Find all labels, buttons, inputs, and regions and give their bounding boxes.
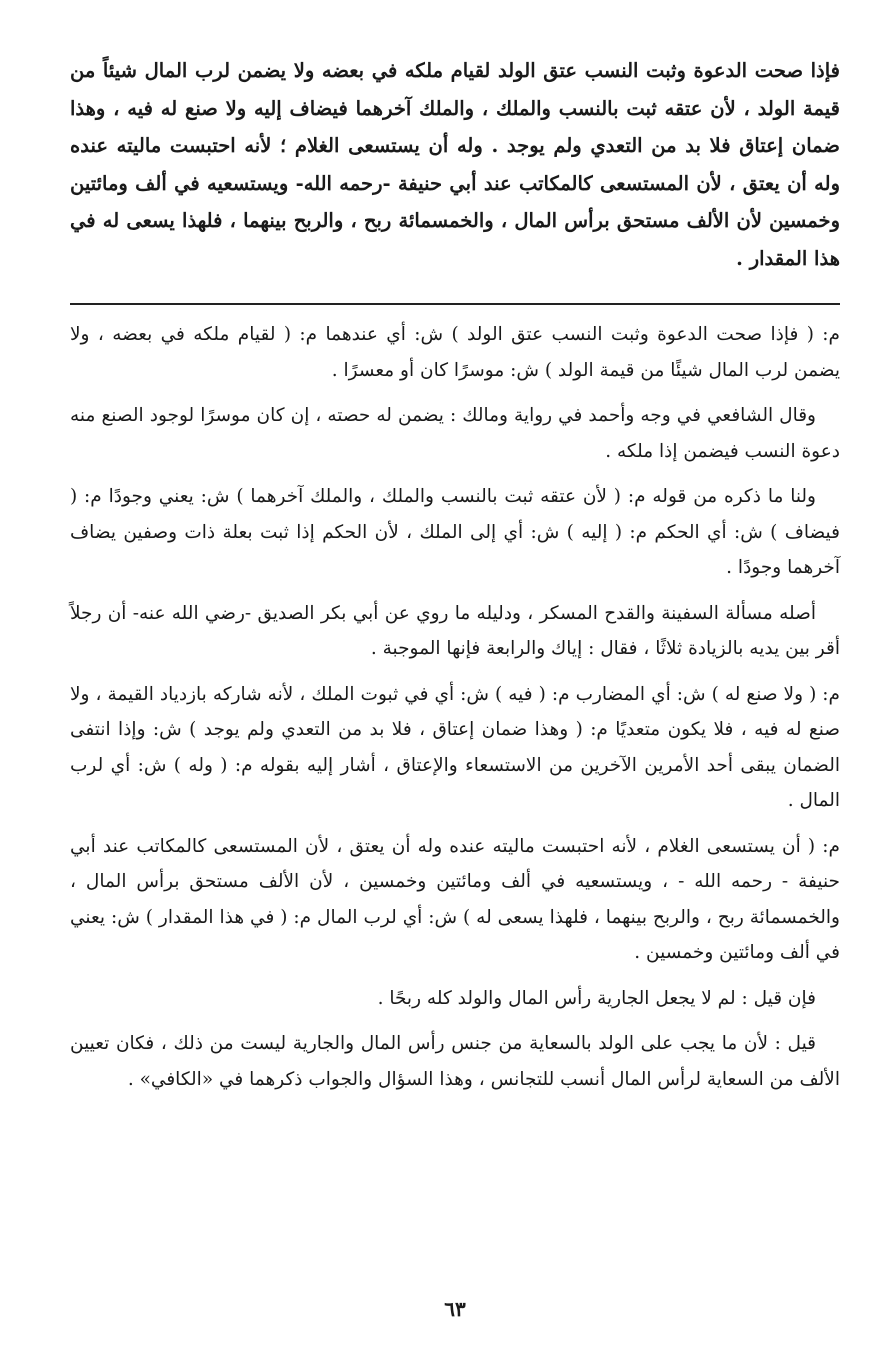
commentary-paragraph: قيل : لأن ما يجب على الولد بالسعاية من جنس رأس المال والجارية ليست من ذلك ، فكان تعيين الألف من السعاية لرأس المال أنسب للتجانس ، وهذا السؤال والجواب ذكرهما في «الكافي» . bbox=[70, 1033, 840, 1090]
separator-rule bbox=[70, 303, 840, 305]
commentary-paragraph: وقال الشافعي في وجه وأحمد في رواية ومالك : يضمن له حصته ، إن كان موسرًا لوجود الصنع منه دعوة النسب فيضمن إذا ملكه . bbox=[70, 405, 840, 462]
commentary-paragraph: فإن قيل : لم لا يجعل الجارية رأس المال والولد كله ربحًا . bbox=[377, 987, 816, 1009]
commentary bbox=[70, 317, 840, 1097]
commentary-paragraph: م: ( ولا صنع له ) ش: أي المضارب م: ( فيه ) ش: أي في ثبوت الملك ، لأنه شاركه بازدياد القيمة ، ولا صنع له فيه ، فلا يكون متعديًا م: ( وهذا ضمان إعتاق ، فلا بد من التعدي ولم يوجد ) ش: وإذا انتفى الضمان يبقى أحد الأمرين الآخرين من الاستسعاء والإعتاق ، أشار إليه بقوله م: ( وله ) ش: أي لرب المال . bbox=[70, 683, 840, 811]
commentary-paragraph: م: ( أن يستسعى الغلام ، لأنه احتبست ماليته عنده وله أن يعتق ، لأن المستسعى كالمكاتب عند أبي حنيفة - رحمه الله - ، ويستسعيه في ألف ومائتين وخمسين ، لأن الألف مستحق برأس المال ، والخمسمائة ربح ، والربح بينهما ، فلهذا يسعى له ) ش: أي لرب المال م: ( في هذا المقدار ) ش: يعني في ألف ومائتين وخمسين . bbox=[70, 835, 840, 963]
commentary-paragraph: ولنا ما ذكره من قوله م: ( لأن عتقه ثبت بالنسب والملك ، والملك آخرهما ) ش: يعني وجودًا م: ( فيضاف ) ش: أي الحكم م: ( إليه ) ش: أي إلى الملك ، لأن الحكم إذا ثبت بعلة ذات وصفين يضاف آخرهما وجودًا . bbox=[70, 486, 840, 578]
matn-text: فإذا صحت الدعوة وثبت النسب عتق الولد لقيام ملكه في بعضه ولا يضمن لرب المال شيئاً من قيمة الولد ، لأن عتقه ثبت بالنسب والملك ، والملك آخرهما فيضاف إليه ولا صنع له فيه ، وهذا ضمان إعتاق فلا بد من التعدي ولم يوجد . وله أن يستسعى الغلام ؛ لأنه احتبست ماليته عنده وله أن يعتق ، لأن المستسعى كالمكاتب عند أبي حنيفة -رحمه الله- ويستسعيه في ألف ومائتين وخمسين لأن الألف مستحق برأس المال ، والخمسمائة ربح ، والربح بينهما ، فلهذا يسعى له في هذا المقدار . bbox=[70, 59, 840, 270]
commentary-paragraph: م: ( فإذا صحت الدعوة وثبت النسب عتق الولد ) ش: أي عندهما م: ( لقيام ملكه في بعضه ، ولا يضمن لرب المال شيئًا من قيمة الولد ) ش: موسرًا كان أو معسرًا . bbox=[70, 324, 840, 381]
page-number: ٦٣ bbox=[444, 1297, 466, 1321]
commentary-paragraph: أصله مسألة السفينة والقدح المسكر ، ودليله ما روي عن أبي بكر الصديق -رضي الله عنه- أن رجلاً أقر بين يديه بالزيادة ثلاثًا ، فقال : إياك والرابعة فإنها الموجبة . bbox=[70, 602, 840, 659]
book-page bbox=[70, 52, 840, 1352]
